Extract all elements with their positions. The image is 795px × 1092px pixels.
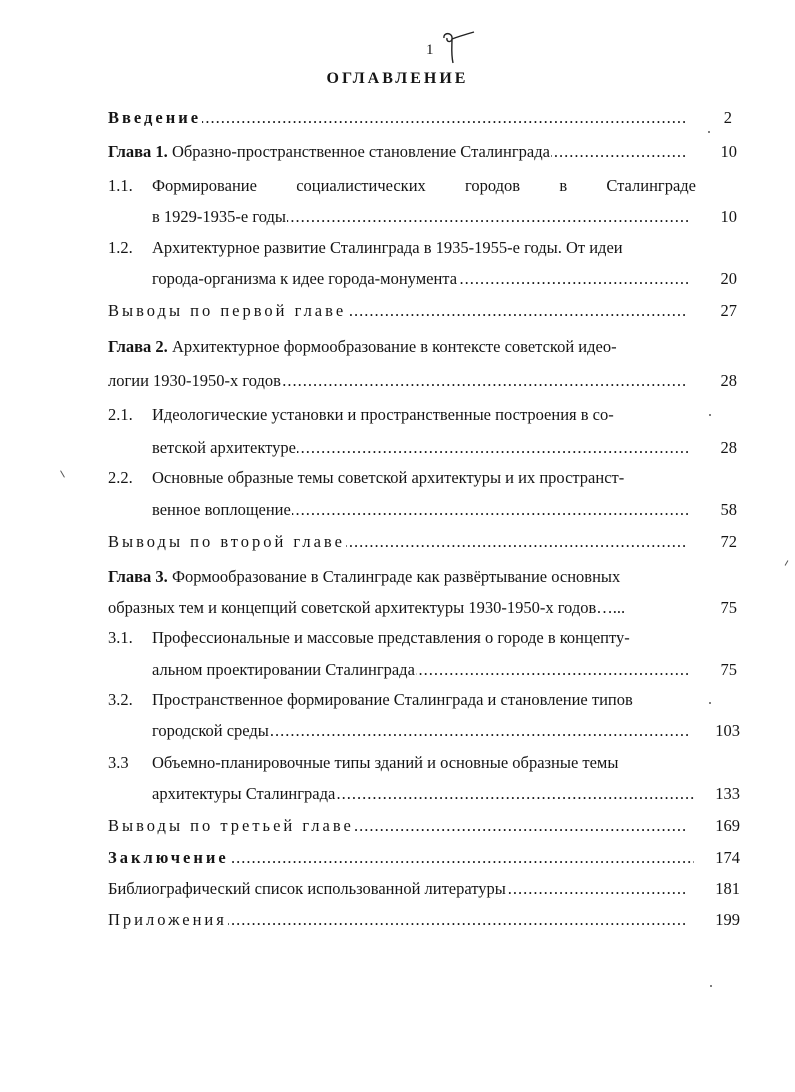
scan-speck xyxy=(709,702,711,704)
toc-page-3-2: 103 xyxy=(715,721,740,740)
toc-entry-chapter-3-line2: образных тем и концепций советской архитектуры 1930-1950-х годов…... xyxy=(108,598,626,617)
toc-page-3-1: 75 xyxy=(720,660,737,679)
toc-page-chapter-3: 75 xyxy=(720,598,737,617)
toc-number-3-1: 3.1. xyxy=(108,628,133,647)
toc-page-2-2: 58 xyxy=(720,500,737,519)
page-number: 1 xyxy=(426,42,434,58)
toc-page-conclusion: 174 xyxy=(715,848,740,867)
toc-entry-bibliography: Библиографический список использованной литературы ..... xyxy=(108,878,688,900)
toc-page-1-2: 20 xyxy=(720,269,737,288)
toc-entry-3-1-line2: альном проектировании Сталинграда ..... xyxy=(152,659,688,681)
toc-entry-chapter-1: Глава 1. Образно-пространственное становление Сталинграда ..... xyxy=(108,141,688,163)
toc-entry-1-2-line1: Архитектурное развитие Сталинграда в 1935-1955-е годы. От идеи xyxy=(152,238,623,257)
page-title: ОГЛАВЛЕНИЕ xyxy=(326,70,469,87)
toc-entry-chapter-3-line1: Глава 3. Формообразование в Сталинграде как развёртывание основных xyxy=(108,567,621,586)
toc-page-bibliography: 181 xyxy=(715,879,740,898)
scan-speck xyxy=(708,131,710,133)
toc-page-conclusions-3: 169 xyxy=(715,816,740,835)
toc-number-1-2: 1.2. xyxy=(108,238,133,257)
toc-entry-3-3-line1: Объемно-планировочные типы зданий и основные образные темы xyxy=(152,753,619,772)
toc-page-chapter-2: 28 xyxy=(720,371,737,390)
toc-entry-3-2-line2: городской среды ..... xyxy=(152,720,688,742)
toc-page-appendices: 199 xyxy=(715,910,740,929)
scan-speck xyxy=(709,414,711,416)
toc-entry-2-2-line2: венное воплощение ..... xyxy=(152,499,688,521)
scan-speck xyxy=(710,985,712,987)
toc-number-2-2: 2.2. xyxy=(108,468,133,487)
toc-entry-3-2-line1: Пространственное формирование Сталинграда и становление типов xyxy=(152,690,633,709)
toc-page-1-1: 10 xyxy=(720,207,737,226)
toc-number-3-2: 3.2. xyxy=(108,690,133,709)
toc-entry-chapter-2-line1: Глава 2. Архитектурное формообразование в контексте советской идео- xyxy=(108,337,617,356)
toc-number-2-1: 2.1. xyxy=(108,405,133,424)
toc-page-intro: 2 xyxy=(723,108,732,127)
toc-page-conclusions-1: 27 xyxy=(720,301,737,320)
toc-page-conclusions-2: 72 xyxy=(720,532,737,551)
toc-number-1-1: 1.1. xyxy=(108,176,133,195)
toc-page-chapter-1: 10 xyxy=(720,142,737,161)
toc-entry-intro: Введение ..... xyxy=(108,107,688,129)
toc-entry-2-2-line1: Основные образные темы советской архитектуры и их пространст- xyxy=(152,468,625,487)
toc-entry-2-1-line2: ветской архитектуре ..... xyxy=(152,437,688,459)
toc-entry-conclusions-1: Выводы по первой главе ..... xyxy=(108,300,688,322)
toc-entry-conclusion: Заключение ..... xyxy=(108,847,694,869)
toc-entry-2-1-line1: Идеологические установки и пространственные построения в со- xyxy=(152,405,614,424)
toc-entry-1-1-line2: в 1929-1935-е годы ..... xyxy=(152,206,688,228)
toc-entry-conclusions-3: Выводы по третьей главе ..... xyxy=(108,815,688,837)
toc-entry-appendices: Приложения ..... xyxy=(108,909,688,931)
toc-entry-3-1-line1: Профессиональные и массовые представления о городе в концепту- xyxy=(152,628,630,647)
toc-page-3-3: 133 xyxy=(715,784,740,803)
toc-entry-1-1-line1: Формирование социалистических городов в Сталинграде xyxy=(152,176,696,195)
toc-entry-conclusions-2: Выводы по второй главе ..... xyxy=(108,531,688,553)
toc-number-3-3: 3.3 xyxy=(108,753,129,772)
toc-entry-3-3-line2: архитектуры Сталинграда ..... xyxy=(152,783,696,805)
toc-entry-1-2-line2: города-организма к идее города-монумента ..... xyxy=(152,268,688,290)
toc-entry-chapter-2-line2: логии 1930-1950-х годов ..... xyxy=(108,370,688,392)
toc-page-2-1: 28 xyxy=(720,438,737,457)
